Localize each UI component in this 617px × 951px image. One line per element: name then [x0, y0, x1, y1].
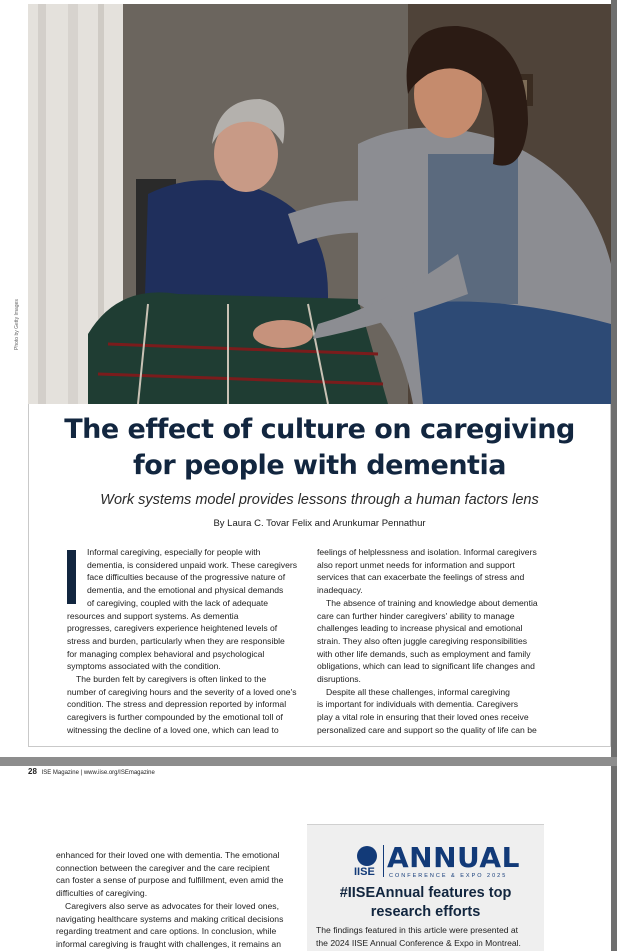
text-line: face difficulties because of the progressive nature of [87, 572, 286, 583]
text-line: The findings featured in this article were presented at [316, 925, 519, 935]
article-column-right [317, 546, 550, 737]
article-column-left [67, 546, 304, 737]
article-byline: By Laura C. Tovar Felix and Arunkumar Pennathur [213, 518, 426, 529]
sidebar-headline [307, 884, 544, 922]
text-line: connection between the caregiver and the care recipient [56, 862, 270, 873]
globe-icon [357, 846, 377, 866]
text-line: stress and burden, particularly when they are responsible [67, 635, 285, 646]
text-line: difficulties of caregiving. [56, 888, 148, 899]
page-edge [611, 0, 617, 757]
text-line: feelings of helplessness and isolation. Informal caregivers [317, 547, 537, 557]
page2-column [56, 849, 292, 951]
text-line: inadequacy. [317, 585, 363, 596]
headline-line-2: for people with dementia [133, 450, 506, 481]
text-line: regarding treatment and care options. In conclusion, while [56, 926, 277, 937]
caregiver-photo-illustration [28, 4, 611, 404]
text-line: progresses, caregivers experience heightened levels of [67, 623, 278, 634]
text-line: strain. They also often juggle caregiving responsibilities [317, 635, 528, 646]
conference-subtitle: CONFERENCE & EXPO 2025 [389, 873, 508, 879]
text-line: Despite all these challenges, informal caregiving [326, 686, 510, 697]
text-line: informal caregiving is fraught with challenges, it remains an [56, 938, 281, 949]
article-photo [28, 4, 611, 404]
text-line: witnessing the decline of a loved one, which can lead to [67, 724, 279, 735]
text-line: is important for individuals with dementia. Caregivers [317, 699, 519, 710]
page-number: 28 [28, 767, 37, 776]
text-line: enhanced for their loved one with dementia. The emotional [56, 850, 280, 860]
logo-divider [383, 845, 384, 877]
text-line: the 2024 IISE Annual Conference & Expo in Montreal. [316, 937, 521, 948]
text-line: navigating healthcare systems and making critical decisions [56, 913, 284, 924]
text-line: condition. The stress and depression reported by informal [67, 699, 287, 710]
iise-logo-text: IISE [354, 866, 375, 878]
text-line: caregivers is further compounded by the emotional toll of [67, 712, 283, 723]
text-line: The burden felt by caregivers is often linked to the [76, 674, 267, 685]
text-line: personalized care and support so the quality of life can be [317, 724, 537, 735]
text-line: number of caregiving hours and the severity of a loved one's [67, 686, 297, 697]
article-headline [28, 412, 611, 484]
text-line: Informal caregiving, especially for people with [87, 547, 261, 557]
text-line: The absence of training and knowledge about dementia [326, 597, 538, 608]
text-line: symptoms associated with the condition. [67, 661, 221, 672]
text-line: for managing complex behavioral and psychological [67, 648, 265, 659]
text-line: services that can exacerbate the feelings of stress and [317, 572, 525, 583]
headline-line-1: The effect of culture on caregiving [64, 414, 575, 445]
text-line: care can further hinder caregivers' ability to manage [317, 610, 515, 621]
sidebar-headline-line-2: research efforts [370, 904, 481, 920]
text-line: play a vital role in ensuring that their loved ones receive [317, 712, 529, 723]
text-line: dementia, and the emotional and physical demands [87, 585, 284, 596]
text-line: dementia, is considered unpaid work. These caregivers [87, 559, 298, 570]
text-line: obligations, which can lead to significant life changes and [317, 661, 535, 672]
text-line: challenges leading to increase physical and emotional [317, 623, 523, 634]
sidebar-headline-line-1: #IISEAnnual features top [339, 885, 512, 901]
article-deck: Work systems model provides lessons through a human factors lens [100, 492, 539, 508]
page-footer [28, 767, 155, 776]
page-edge [611, 766, 617, 951]
publication-info: ISE Magazine | www.iise.org/ISEmagazine [41, 770, 155, 776]
photo-credit: Photo by Getty Images [14, 299, 20, 350]
text-line: with other life demands, such as employment and family [317, 648, 531, 659]
text-line: resources and support systems. As dementia [67, 610, 239, 621]
text-line: Caregivers also serve as advocates for their loved ones, [65, 900, 279, 911]
text-line: can foster a sense of purpose and fulfillment, even amid the [56, 875, 284, 886]
text-line: of caregiving, coupled with the lack of adequate [87, 597, 269, 608]
text-line: disruptions. [317, 674, 361, 685]
sidebar-text [316, 924, 538, 949]
annual-logo-text: ANNUAL [387, 841, 520, 874]
text-line: also report unmet needs for information and support [317, 559, 515, 570]
